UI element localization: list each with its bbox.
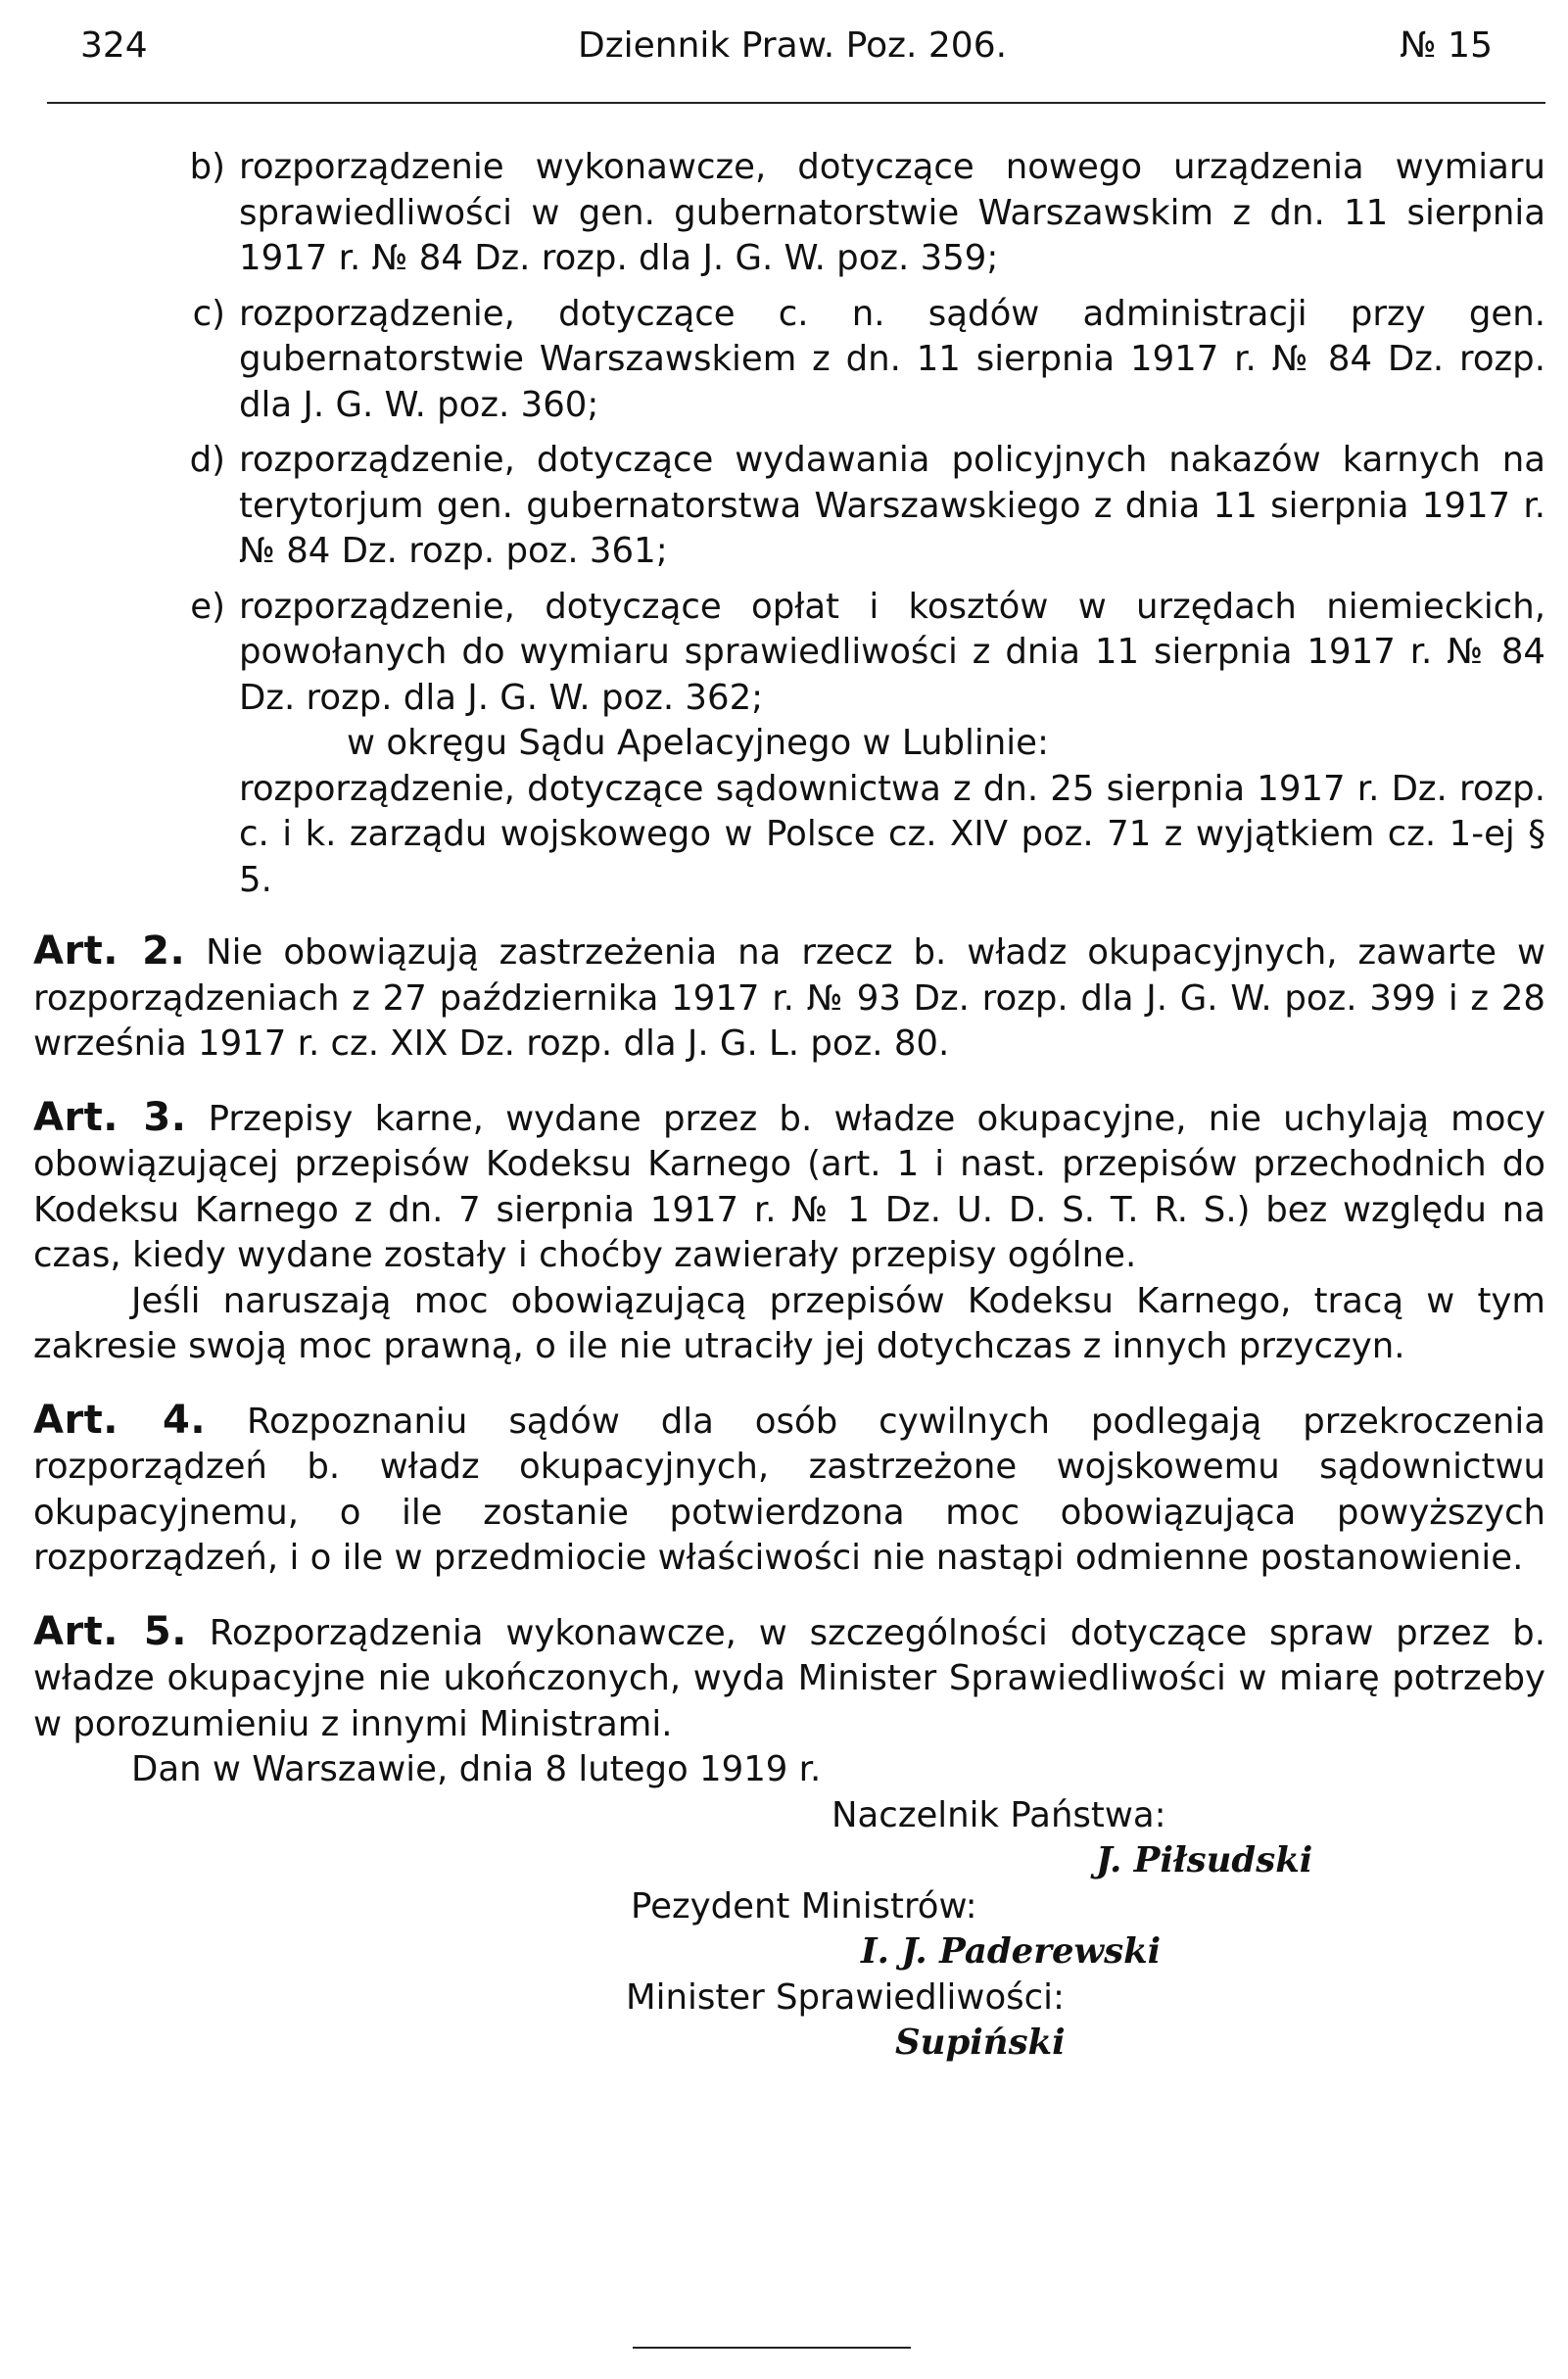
article-5 (33, 1609, 1545, 1748)
article-3 (33, 1095, 1545, 1279)
signature-title-prime-minister: Pezydent Ministrów: (631, 1885, 977, 1927)
header-rule (47, 102, 1545, 104)
list-item-c (33, 292, 1545, 429)
article-2 (33, 928, 1545, 1068)
article-4-text: Rozpoznaniu sądów dla osób cywilnych podlegają przekroczenia rozporządzeń b. władz okupacyjnych, zastrzeżone wojskowemu sądownictwu okupacyjnemu, o ile zostanie potwierdzona moc obowiązująca powyższych rozporządzeń, i o ile w przedmiocie właściwości nie nastąpi odmienne postanowienie. (33, 1401, 1545, 1578)
date-line: Dan w Warszawie, dnia 8 lutego 1919 r. (131, 1749, 822, 1789)
lublin-regulation: rozporządzenie, dotyczące sądownictwa z dn. 25 sierpnia 1917 r. Dz. rozp. c. i k. zarządu wojskowego w Polsce cz. XIV poz. 71 z wyjątkiem cz. 1-ej § 5. (239, 768, 1545, 900)
list-item-text: rozporządzenie, dotyczące c. n. sądów administracji przy gen. gubernatorstwie Warszawskiem z dn. 11 sierpnia 1917 r. № 84 Dz. rozp. dla J. G. W. poz. 360; (239, 293, 1545, 425)
list-marker: d) (189, 440, 225, 480)
list-item-text: rozporządzenie, dotyczące wydawania policyjnych nakazów karnych na terytorjum gen. gubernatorstwa Warszawskiego z dnia 11 sierpnia 1917 r. № 84 Dz. rozp. poz. 361; (239, 440, 1545, 571)
list-item-e (33, 585, 1545, 722)
list-item-text: rozporządzenie wykonawcze, dotyczące nowego urządzenia wymiaru sprawiedliwości w gen. gubernatorstwie Warszawskim z dn. 11 sierpnia 1917 r. № 84 Dz. rozp. dla J. G. W. poz. 359; (239, 147, 1545, 278)
page-header (80, 25, 1528, 71)
article-3-paragraph-2: Jeśli naruszają moc obowiązującą przepisów Kodeksu Karnego, tracą w tym zakresie swoją moc prawną, o ile nie utraciły jej dotychczas z innych przyczyn. (33, 1280, 1545, 1366)
signature-name-supinski: Supiński (895, 2022, 1066, 2063)
end-rule (633, 2347, 911, 2349)
lublin-heading: w okręgu Sądu Apelacyjnego w Lublinie: (347, 723, 1049, 763)
article-2-label: Art. 2. (33, 928, 186, 974)
journal-title: Dziennik Praw. Poz. 206. (578, 25, 1008, 66)
issue-number: № 15 (1400, 25, 1493, 66)
list-marker: b) (189, 147, 225, 187)
article-3-text: Przepisy karne, wydane przez b. władze okupacyjne, nie uchylają mocy obowiązującej przepisów Kodeksu Karnego (art. 1 i nast. przepisów przechodnich do Kodeksu Karnego z dn. 7 sierpnia 1917 r. № 1 Dz. U. D. S. T. R. S.) bez względu na czas, kiedy wydane zostały i choćby zawierały przepisy ogólne. (33, 1098, 1545, 1275)
signature-title-head-of-state: Naczelnik Państwa: (832, 1794, 1166, 1835)
signature-name-paderewski: I. J. Paderewski (861, 1931, 1162, 1972)
article-4-label: Art. 4. (33, 1397, 207, 1443)
list-item-text: rozporządzenie, dotyczące opłat i kosztów w urzędach niemieckich, powołanych do wymiaru sprawiedliwości z dnia 11 sierpnia 1917 r. № 84 Dz. rozp. dla J. G. W. poz. 362; (239, 586, 1545, 718)
page-number: 324 (80, 25, 148, 66)
article-3-label: Art. 3. (33, 1094, 187, 1140)
article-4 (33, 1398, 1545, 1582)
signature-name-pilsudski: J. Piłsudski (1096, 1840, 1313, 1880)
article-5-text: Rozporządzenia wykonawcze, w szczególności dotyczące spraw przez b. władze okupacyjne nie ukończonych, wyda Minister Sprawiedliwości w miarę potrzeby w porozumieniu z innymi Ministrami. (33, 1612, 1545, 1744)
list-item-d (33, 438, 1545, 575)
document-body (33, 145, 1545, 2067)
signature-title-justice-minister: Minister Sprawiedliwości: (626, 1976, 1065, 2018)
article-5-label: Art. 5. (33, 1608, 187, 1654)
article-2-text: Nie obowiązują zastrzeżenia na rzecz b. władz okupacyjnych, zawarte w rozporządzeniach z 27 października 1917 r. № 93 Dz. rozp. dla J. G. W. poz. 399 i z 28 września 1917 r. cz. XIX Dz. rozp. dla J. G. L. poz. 80. (33, 932, 1545, 1064)
list-marker: e) (190, 586, 225, 627)
list-item-b (33, 145, 1545, 282)
list-marker: c) (192, 293, 225, 334)
